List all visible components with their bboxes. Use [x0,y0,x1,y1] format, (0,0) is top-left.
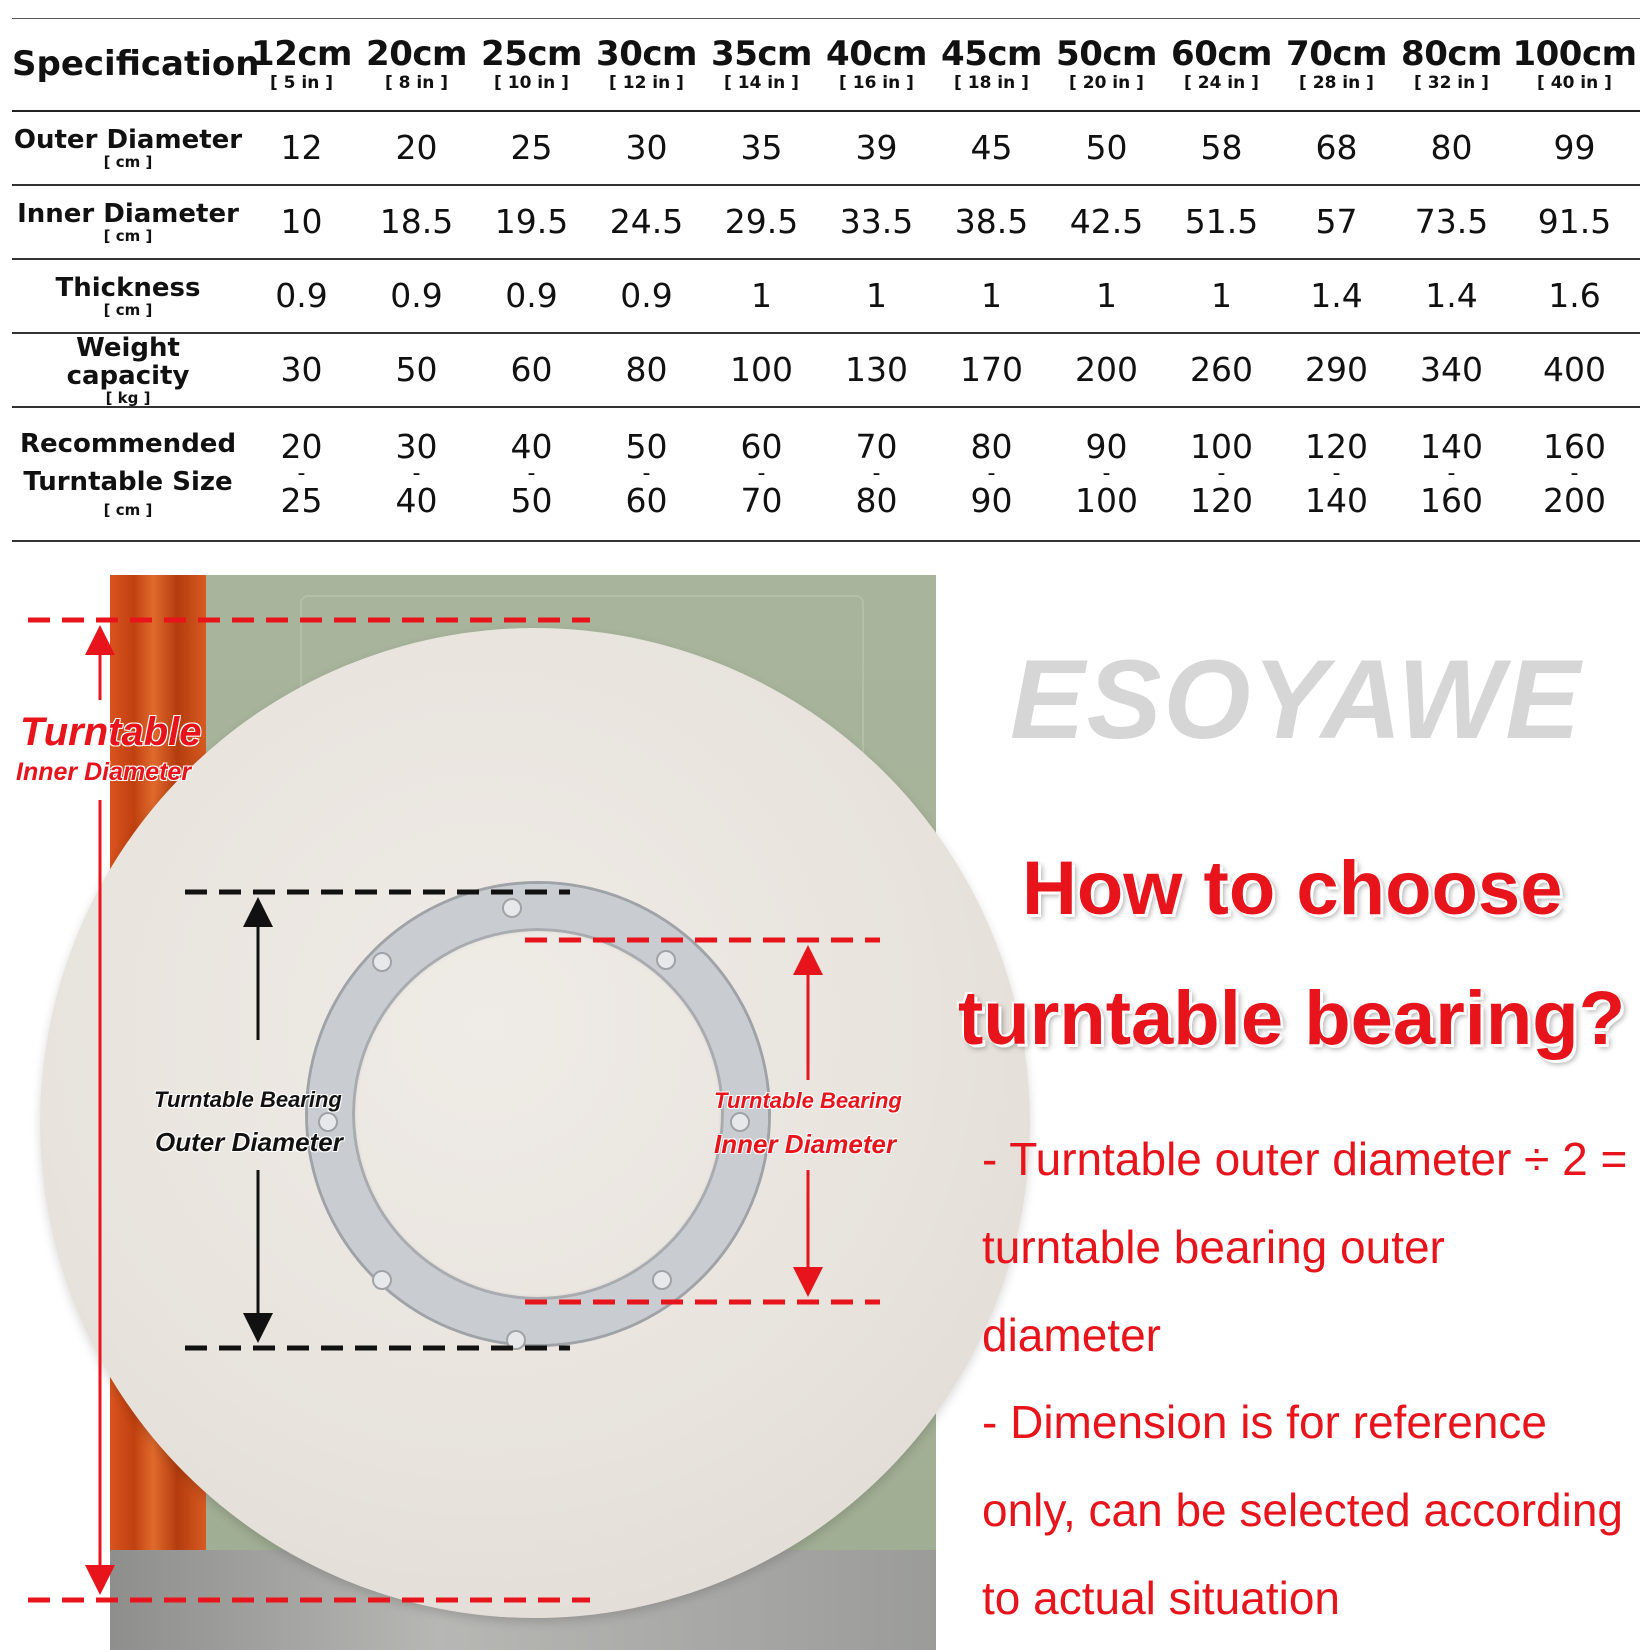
range-max: 80 [855,480,898,520]
table-cell: 400 [1543,350,1606,389]
size-cm: 35cm [711,34,812,75]
size-cm: 12cm [251,34,352,75]
table-cell: 19.5 [494,202,569,241]
table-cell: 130 [845,350,908,389]
table-cell: 260 [1190,350,1253,389]
table-cell: 340 [1420,350,1483,389]
table-cell: 50 [395,350,438,389]
size-col-header [474,19,589,111]
range-min: 60 [740,426,783,466]
row-label: Weight capacity [66,332,190,391]
row-unit: [ cm ] [103,152,153,171]
row-unit: [ kg ] [105,388,151,407]
range-separator: - [1447,460,1456,486]
table-cell: 51.5 [1184,202,1259,241]
table-cell: 0.9 [620,276,673,315]
table-cell: 0.9 [275,276,328,315]
range-separator: - [412,460,421,486]
row-label: Recommended [19,428,237,459]
range-max: 90 [970,480,1013,520]
range-max: 140 [1305,480,1368,520]
size-cm: 100cm [1512,34,1637,75]
row-header [12,111,244,185]
table-cell: 100 [730,350,793,389]
row-unit: [ cm ] [103,226,153,245]
table-row-inner-diameter [12,185,1640,259]
table-cell-range [589,407,704,541]
size-cm: 70cm [1286,34,1387,75]
size-cm: 30cm [596,34,697,75]
table-cell-range [474,407,589,541]
range-min: 120 [1305,426,1368,466]
size-col-header [359,19,474,111]
turntable-label-line2: Inner Diameter [16,758,192,786]
table-cell: 80 [625,350,668,389]
screw [372,952,392,972]
table-cell: 18.5 [379,202,454,241]
table-cell: 57 [1315,202,1358,241]
table-cell: 24.5 [609,202,684,241]
range-separator: - [987,460,996,486]
table-cell: 38.5 [954,202,1029,241]
row-label: Inner Diameter [17,198,239,229]
size-col-header [934,19,1049,111]
table-cell: 80 [1430,128,1473,167]
table-cell: 1 [1211,276,1232,315]
table-cell: 39 [855,128,898,167]
size-cm: 60cm [1171,34,1272,75]
table-cell-range [1279,407,1394,541]
row-header [12,333,244,407]
range-max: 25 [280,480,323,520]
size-in: [ 20 in ] [1069,73,1144,94]
table-cell: 10 [280,202,323,241]
size-cm: 25cm [481,34,582,75]
range-max: 200 [1543,480,1606,520]
size-col-header [1279,19,1394,111]
screw [652,1270,672,1290]
range-min: 140 [1420,426,1483,466]
table-cell-range [704,407,819,541]
size-in: [ 14 in ] [724,73,799,94]
range-min: 80 [970,426,1013,466]
table-cell: 1 [866,276,887,315]
screw [506,1330,526,1350]
range-min: 70 [855,426,898,466]
table-cell-range [819,407,934,541]
size-in: [ 12 in ] [609,73,684,94]
row-label: Outer Diameter [13,124,243,155]
range-min: 90 [1085,426,1128,466]
size-col-header [1509,19,1640,111]
range-min: 20 [280,426,323,466]
screw [656,950,676,970]
size-in: [ 28 in ] [1299,73,1374,94]
range-separator: - [527,460,536,486]
table-header-row [12,19,1640,111]
range-separator: - [642,460,651,486]
table-cell: 20 [395,128,438,167]
range-separator: - [1332,460,1341,486]
range-max: 120 [1190,480,1253,520]
range-min: 100 [1190,426,1253,466]
row-unit: [ cm ] [103,300,153,319]
table-cell: 60 [510,350,553,389]
size-cm: 45cm [941,34,1042,75]
specification-table [12,18,1640,542]
range-separator: - [297,460,306,486]
range-separator: - [1217,460,1226,486]
bearing-inner-label-line1: Turntable Bearing [714,1088,902,1113]
size-col-header [1394,19,1509,111]
range-separator: - [757,460,766,486]
size-cm: 50cm [1056,34,1157,75]
table-cell: 200 [1075,350,1138,389]
table-row-outer-diameter [12,111,1640,185]
size-col-header [1164,19,1279,111]
table-cell: 170 [960,350,1023,389]
range-max: 100 [1075,480,1138,520]
size-in: [ 10 in ] [494,73,569,94]
table-cell: 30 [280,350,323,389]
table-cell: 12 [280,128,323,167]
range-separator: - [872,460,881,486]
table-cell: 30 [625,128,668,167]
range-separator: - [1102,460,1111,486]
bearing-outer-label-line1: Turntable Bearing [154,1087,342,1112]
table-cell: 1 [751,276,772,315]
table-cell: 50 [1085,128,1128,167]
note-reference-only: - Dimension is for reference only, can be selected according to actual situation [982,1396,1623,1624]
size-in: [ 24 in ] [1184,73,1259,94]
table-cell: 1 [1096,276,1117,315]
table-cell: 99 [1553,128,1596,167]
range-min: 30 [395,426,438,466]
size-col-header [244,19,359,111]
table-row-recommended-size [12,407,1640,541]
size-cm: 80cm [1401,34,1502,75]
range-max: 70 [740,480,783,520]
turntable-label-line1: Turntable [20,710,202,754]
row-header [12,185,244,259]
range-max: 160 [1420,480,1483,520]
size-in: [ 18 in ] [954,73,1029,94]
note-diameter-rule: - Turntable outer diameter ÷ 2 = turntable bearing outer diameter [982,1133,1628,1361]
table-cell-range [1049,407,1164,541]
size-in: [ 40 in ] [1537,73,1612,94]
row-header [12,259,244,333]
table-cell: 0.9 [390,276,443,315]
table-cell-range [244,407,359,541]
size-col-header [589,19,704,111]
table-cell: 58 [1200,128,1243,167]
table-cell: 91.5 [1537,202,1612,241]
size-cm: 20cm [366,34,467,75]
size-in: [ 8 in ] [384,73,449,94]
table-cell: 25 [510,128,553,167]
range-min: 40 [510,426,553,466]
table-cell: 35 [740,128,783,167]
headline-line2: turntable bearing? [958,976,1626,1061]
size-col-header [819,19,934,111]
table-cell: 290 [1305,350,1368,389]
row-unit: [ cm ] [103,500,153,519]
row-label: Thickness [55,272,201,303]
table-cell: 1.6 [1548,276,1601,315]
size-in: [ 32 in ] [1414,73,1489,94]
range-max: 50 [510,480,553,520]
brand-watermark: ESOYAWE [1010,637,1583,762]
table-cell-range [1394,407,1509,541]
table-cell-range [1509,407,1640,541]
row-header [12,407,244,541]
table-cell: 1.4 [1310,276,1363,315]
screw [372,1270,392,1290]
table-cell: 1 [981,276,1002,315]
table-cell: 73.5 [1414,202,1489,241]
row-label-line2: Turntable Size [23,466,233,497]
table-cell-range [359,407,474,541]
table-row-thickness [12,259,1640,333]
table-row-weight-capacity [12,333,1640,407]
size-col-header [704,19,819,111]
range-max: 60 [625,480,668,520]
range-max: 40 [395,480,438,520]
table-cell-range [1164,407,1279,541]
headline-line1: How to choose [1022,846,1563,931]
table-cell: 0.9 [505,276,558,315]
bearing-outer-label-line2: Outer Diameter [155,1127,343,1157]
size-cm: 40cm [826,34,927,75]
spec-header [12,19,260,111]
table-cell: 42.5 [1069,202,1144,241]
table-cell: 45 [970,128,1013,167]
spec-header-label: Specification [12,44,260,85]
table-cell: 68 [1315,128,1358,167]
range-min: 50 [625,426,668,466]
screw [502,898,522,918]
table-cell: 33.5 [839,202,914,241]
table-cell-range [934,407,1049,541]
range-separator: - [1570,460,1579,486]
size-in: [ 16 in ] [839,73,914,94]
size-col-header [1049,19,1164,111]
range-min: 160 [1543,426,1606,466]
table-cell: 1.4 [1425,276,1478,315]
size-in: [ 5 in ] [269,73,334,94]
bearing-inner-label-line2: Inner Diameter [714,1129,897,1159]
table-cell: 29.5 [724,202,799,241]
